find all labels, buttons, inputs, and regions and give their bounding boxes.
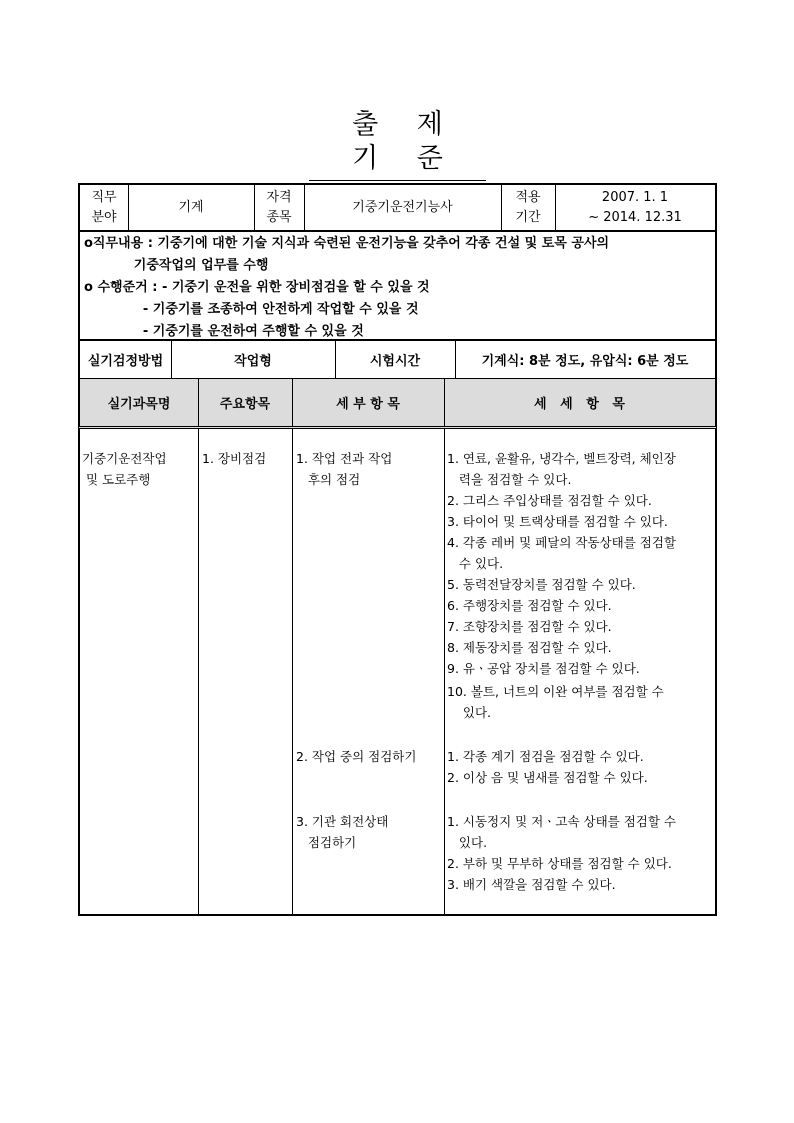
detail-line: 3. 배기 색깔을 점검할 수 있다.	[447, 877, 616, 892]
detail-line: 2. 그리스 주입상태를 점검할 수 있다.	[447, 493, 652, 508]
detail-line: 2. 이상 음 및 냄새를 점검할 수 있다.	[447, 770, 648, 785]
detail-column	[444, 428, 715, 914]
main-item-cell: 1. 장비점검	[202, 451, 267, 466]
subject-column	[80, 428, 199, 914]
description-line: - 기중기를 운전하여 주행할 수 있을 것	[84, 324, 364, 339]
detail-line: 4. 각종 레버 및 페달의 작동상태를 점검할	[447, 535, 676, 550]
info-row	[78, 183, 717, 232]
main-item-column	[198, 428, 293, 914]
description-line: o 수행준거 : - 기중기 운전을 위한 장비점검을 할 수 있을 것	[84, 280, 430, 295]
detail-line: 7. 조향장치를 점검할 수 있다.	[447, 619, 612, 634]
cert-value: 기중기운전기능사	[304, 185, 502, 230]
header-detail-item: 세 세 항 목	[534, 397, 625, 412]
detail-line: 있다.	[447, 705, 492, 720]
detail-line: 있다.	[447, 835, 488, 850]
sub-item-cell: 3. 기관 회전상태 점검하기	[296, 814, 389, 850]
field-value: 기계	[128, 185, 255, 230]
method-value: 작업형	[171, 341, 336, 378]
page-title: 출 제 기 준	[352, 109, 458, 174]
header-subject: 실기과목명	[80, 379, 199, 426]
description-line: 기중작업의 업무를 수행	[84, 258, 269, 273]
detail-line: 3. 타이어 및 트랙상태를 점검할 수 있다.	[447, 514, 668, 529]
detail-line: 1. 각종 계기 점검을 점검할 수 있다.	[447, 749, 644, 764]
header-main-item: 주요항목	[198, 379, 293, 426]
page-title-block	[309, 108, 486, 184]
description-line: o직무내용 : 기중기에 대한 기술 지식과 숙련된 운전기능을 갖추어 각종 건설 및 토목 공사의	[84, 236, 610, 251]
sub-item-cell: 1. 작업 전과 작업 후의 점검	[296, 451, 393, 487]
header-sub-item: 세 부 항 목	[292, 379, 445, 426]
detail-line: 1. 연료, 윤활유, 냉각수, 벨트장력, 체인장	[447, 451, 676, 466]
time-label: 시험시간	[335, 341, 456, 378]
detail-line: 10. 볼트, 너트의 이완 여부를 점검할 수	[447, 684, 664, 699]
detail-line: 력을 점검할 수 있다.	[447, 472, 572, 487]
field-label: 직무 분야	[80, 185, 129, 230]
job-description	[78, 231, 717, 341]
detail-line: 6. 주행장치를 점검할 수 있다.	[447, 598, 612, 613]
cert-label: 자격 종목	[254, 185, 305, 230]
sub-item-column	[292, 428, 445, 914]
detail-line: 2. 부하 및 무부하 상태를 점검할 수 있다.	[447, 856, 672, 871]
subject-cell: 기중기운전작업 및 도로주행	[82, 451, 167, 487]
description-line: - 기중기를 조종하여 안전하게 작업할 수 있을 것	[84, 302, 419, 317]
period-value: 2007. 1. 1 ~ 2014. 12.31	[588, 189, 682, 225]
period-label: 적용 기간	[501, 185, 556, 230]
exam-method-row	[78, 340, 717, 380]
table-header	[78, 379, 717, 429]
title-underline	[309, 180, 486, 181]
detail-line: 9. 유ㆍ공압 장치를 점검할 수 있다.	[447, 661, 640, 676]
time-value: 기계식: 8분 정도, 유압식: 6분 정도	[481, 354, 689, 369]
detail-line: 수 있다.	[447, 556, 504, 571]
detail-line: 5. 동력전달장치를 점검할 수 있다.	[447, 577, 636, 592]
method-label: 실기검정방법	[80, 341, 172, 378]
table-body	[78, 428, 717, 916]
sub-item-cell: 2. 작업 중의 점검하기	[296, 749, 417, 764]
detail-line: 1. 시동정지 및 저ㆍ고속 상태를 점검할 수	[447, 814, 676, 829]
detail-line: 8. 제동장치를 점검할 수 있다.	[447, 640, 612, 655]
